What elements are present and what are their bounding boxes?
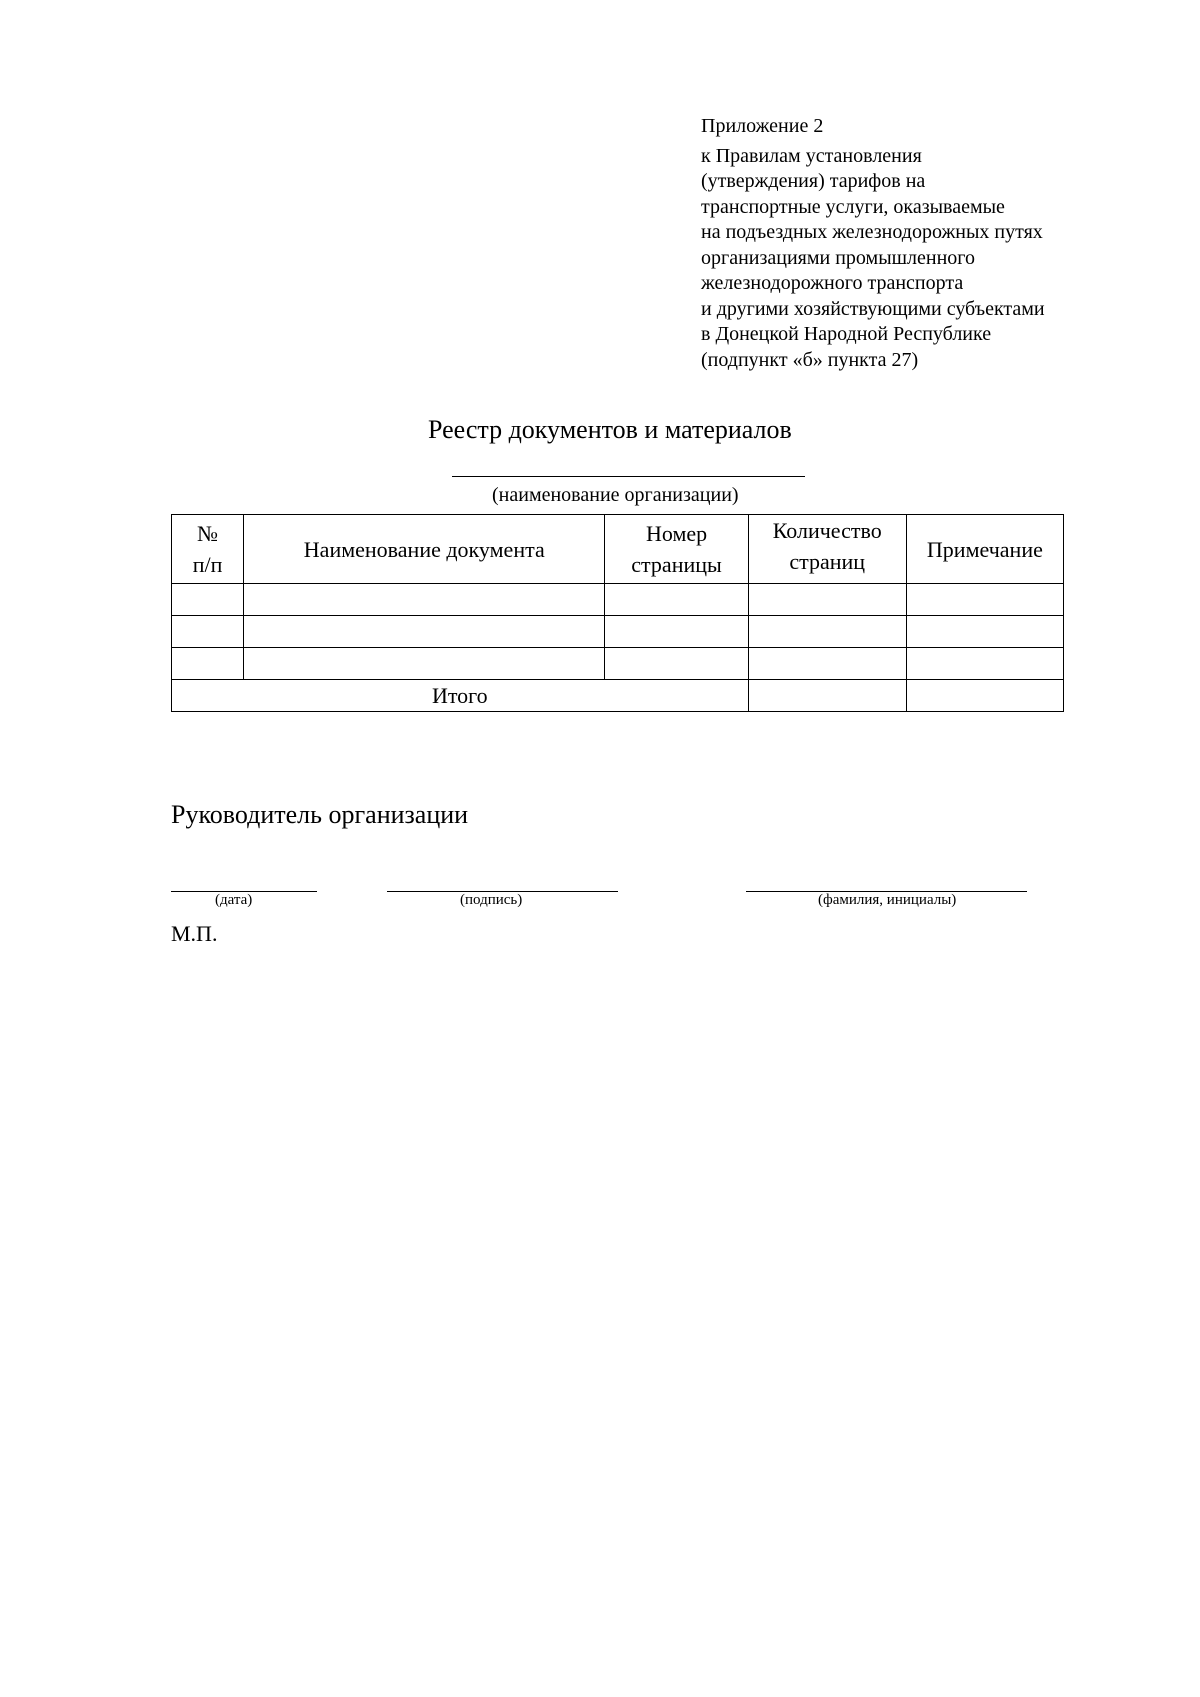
organization-name-line (452, 476, 805, 477)
header-count-line2: страниц (789, 549, 866, 574)
full-name-caption: (фамилия, инициалы) (818, 892, 957, 908)
table-cell (605, 648, 748, 680)
appendix-line: к Правилам установления (701, 144, 922, 167)
table-cell (172, 648, 244, 680)
appendix-block (701, 114, 1141, 373)
appendix-title: Приложение 2 (701, 115, 824, 137)
header-document-name (244, 515, 605, 584)
stamp-place-label: М.П. (171, 921, 218, 946)
signature-caption: (подпись) (460, 892, 523, 908)
table-total-row (172, 680, 1064, 712)
table-cell (244, 616, 605, 648)
table-header-row (172, 515, 1064, 584)
header-count-line1: Количество (772, 518, 882, 543)
appendix-line: организациями промышленного (701, 246, 976, 269)
appendix-line: (подпункт «б» пункта 27) (701, 348, 919, 371)
table-cell (748, 648, 906, 680)
appendix-line: железнодорожного транспорта (701, 272, 964, 294)
table-cell (748, 616, 906, 648)
table-cell (172, 616, 244, 648)
header-page-line1: Номер (645, 521, 708, 546)
appendix-line: на подъездных железнодорожных путях (701, 221, 1043, 243)
table-cell (172, 584, 244, 616)
table-cell (605, 584, 748, 616)
organization-name-caption: (наименование организации) (492, 484, 739, 506)
table-cell (906, 616, 1063, 648)
appendix-line: транспортные услуги, оказываемые (701, 195, 1005, 218)
table-row (172, 648, 1064, 680)
header-number-line1: № (197, 521, 219, 546)
header-note-label: Примечание (926, 536, 1043, 562)
table-row (172, 584, 1064, 616)
total-label: Итого (172, 680, 749, 712)
registry-table (171, 514, 1064, 712)
total-count-cell (748, 680, 906, 712)
header-number-line2: п/п (192, 552, 223, 577)
table-cell (605, 616, 748, 648)
header-number (172, 515, 244, 584)
table-cell (244, 648, 605, 680)
table-row (172, 616, 1064, 648)
table-cell (244, 584, 605, 616)
appendix-line: (утверждения) тарифов на (701, 170, 926, 192)
manager-label: Руководитель организации (171, 800, 469, 829)
header-page-line2: страницы (631, 552, 722, 577)
appendix-line: и другими хозяйствующими субъектами (701, 297, 1045, 320)
table-cell (906, 584, 1063, 616)
appendix-line: в Донецкой Народной Республике (701, 323, 992, 345)
table-cell (748, 584, 906, 616)
header-page-number (605, 515, 748, 584)
header-note (906, 515, 1063, 584)
header-document-name-label: Наименование документа (303, 536, 545, 562)
document-title-text: Реестр документов и материалов (428, 415, 792, 444)
table-cell (906, 648, 1063, 680)
date-caption: (дата) (215, 892, 253, 908)
header-page-count (748, 515, 906, 584)
total-note-cell (906, 680, 1063, 712)
